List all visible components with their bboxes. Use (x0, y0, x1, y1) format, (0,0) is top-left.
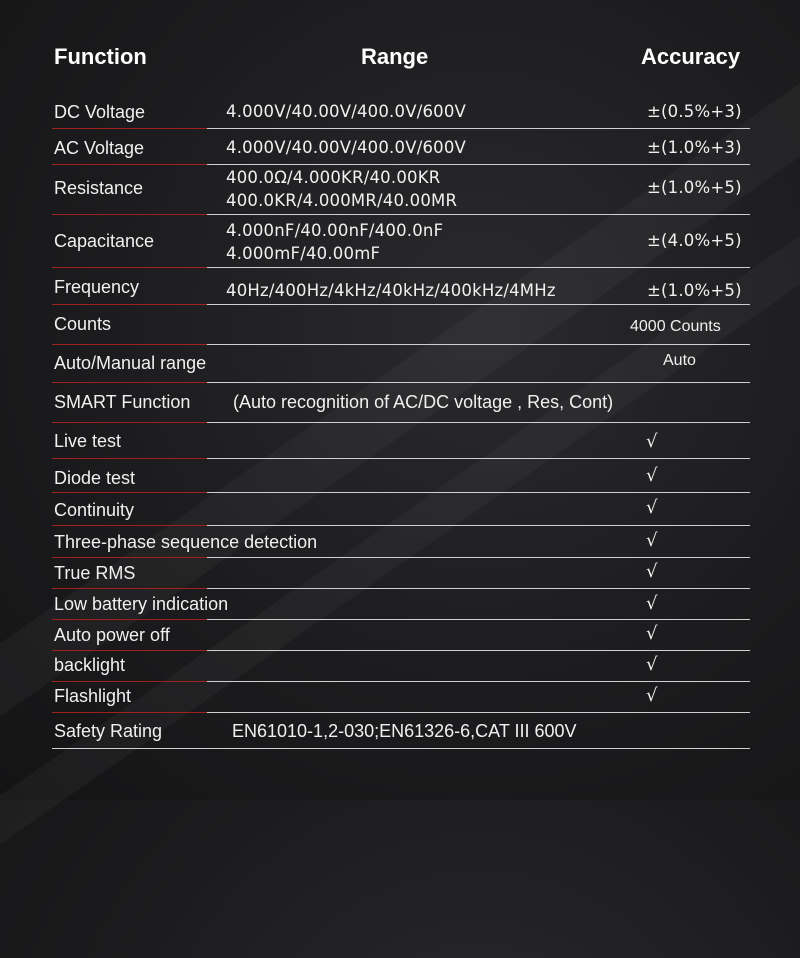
accuracy-counts: 4000 Counts (630, 318, 721, 335)
row-accent-line (52, 164, 207, 165)
row-accent-line (52, 650, 207, 651)
row-accent-line (52, 557, 207, 558)
row-accent-line (52, 712, 207, 713)
function-capacitance: Capacitance (54, 231, 155, 251)
function-counts: Counts (54, 314, 112, 334)
row-accent-line (52, 304, 207, 305)
function-continuity: Continuity (54, 500, 135, 520)
check-icon: √ (646, 561, 658, 582)
check-icon: √ (646, 431, 658, 452)
accuracy-resistance: ±(1.0%+5) (647, 178, 742, 197)
accuracy-frequency: ±(1.0%+5) (647, 281, 742, 300)
range-resistance-1: 400.0Ω/4.000KR/40.00KR (226, 168, 441, 187)
function-smart-function: SMART Function (54, 392, 191, 412)
range-safety-rating: EN61010-1,2-030;EN61326-6,CAT III 600V (232, 721, 577, 741)
row-accent-line (52, 267, 207, 268)
range-frequency: 40Hz/400Hz/4kHz/40kHz/400kHz/4MHz (226, 281, 556, 300)
accuracy-dc-voltage: ±(0.5%+3) (647, 102, 742, 121)
function-dc-voltage: DC Voltage (54, 102, 146, 122)
row-accent-line (52, 128, 207, 129)
check-icon: √ (646, 685, 658, 706)
function-diode-test: Diode test (54, 468, 136, 488)
range-ac-voltage: 4.000V/40.00V/400.0V/600V (226, 138, 467, 157)
row-accent-line (52, 525, 207, 526)
check-icon: √ (646, 465, 658, 486)
row-divider (52, 748, 750, 749)
function-frequency: Frequency (54, 277, 140, 297)
check-icon: √ (646, 530, 658, 551)
row-accent-line (52, 681, 207, 682)
accuracy-auto-manual-range: Auto (663, 352, 696, 369)
row-accent-line (52, 382, 207, 383)
header-function: Function (54, 44, 147, 69)
row-accent-line (52, 492, 207, 493)
row-accent-line (52, 588, 207, 589)
function-flashlight: Flashlight (54, 686, 132, 706)
function-three-phase-sequence-detection: Three-phase sequence detection (54, 532, 318, 552)
check-icon: √ (646, 654, 658, 675)
range-dc-voltage: 4.000V/40.00V/400.0V/600V (226, 102, 467, 121)
function-ac-voltage: AC Voltage (54, 138, 145, 158)
row-accent-line (52, 619, 207, 620)
row-accent-line (52, 422, 207, 423)
function-auto-power-off: Auto power off (54, 625, 170, 645)
function-backlight: backlight (54, 655, 126, 675)
function-auto-manual-range: Auto/Manual range (54, 353, 207, 373)
function-low-battery-indication: Low battery indication (54, 594, 229, 614)
function-live-test: Live test (54, 431, 122, 451)
range-resistance-2: 400.0KR/4.000MR/40.00MR (226, 191, 458, 210)
check-icon: √ (646, 623, 658, 644)
header-range: Range (361, 44, 429, 69)
row-accent-line (52, 458, 207, 459)
check-icon: √ (646, 497, 658, 518)
row-accent-line (52, 214, 207, 215)
range-capacitance-2: 4.000mF/40.00mF (226, 244, 381, 263)
function-safety-rating: Safety Rating (54, 721, 163, 741)
row-accent-line (52, 344, 207, 345)
range-capacitance-1: 4.000nF/40.00nF/400.0nF (226, 221, 444, 240)
function-resistance: Resistance (54, 178, 144, 198)
range-smart-function: (Auto recognition of AC/DC voltage , Res, Cont) (233, 392, 614, 412)
check-icon: √ (646, 593, 658, 614)
function-true-rms: True RMS (54, 563, 136, 583)
accuracy-ac-voltage: ±(1.0%+3) (647, 138, 742, 157)
header-accuracy: Accuracy (641, 44, 741, 69)
accuracy-capacitance: ±(4.0%+5) (647, 231, 742, 250)
